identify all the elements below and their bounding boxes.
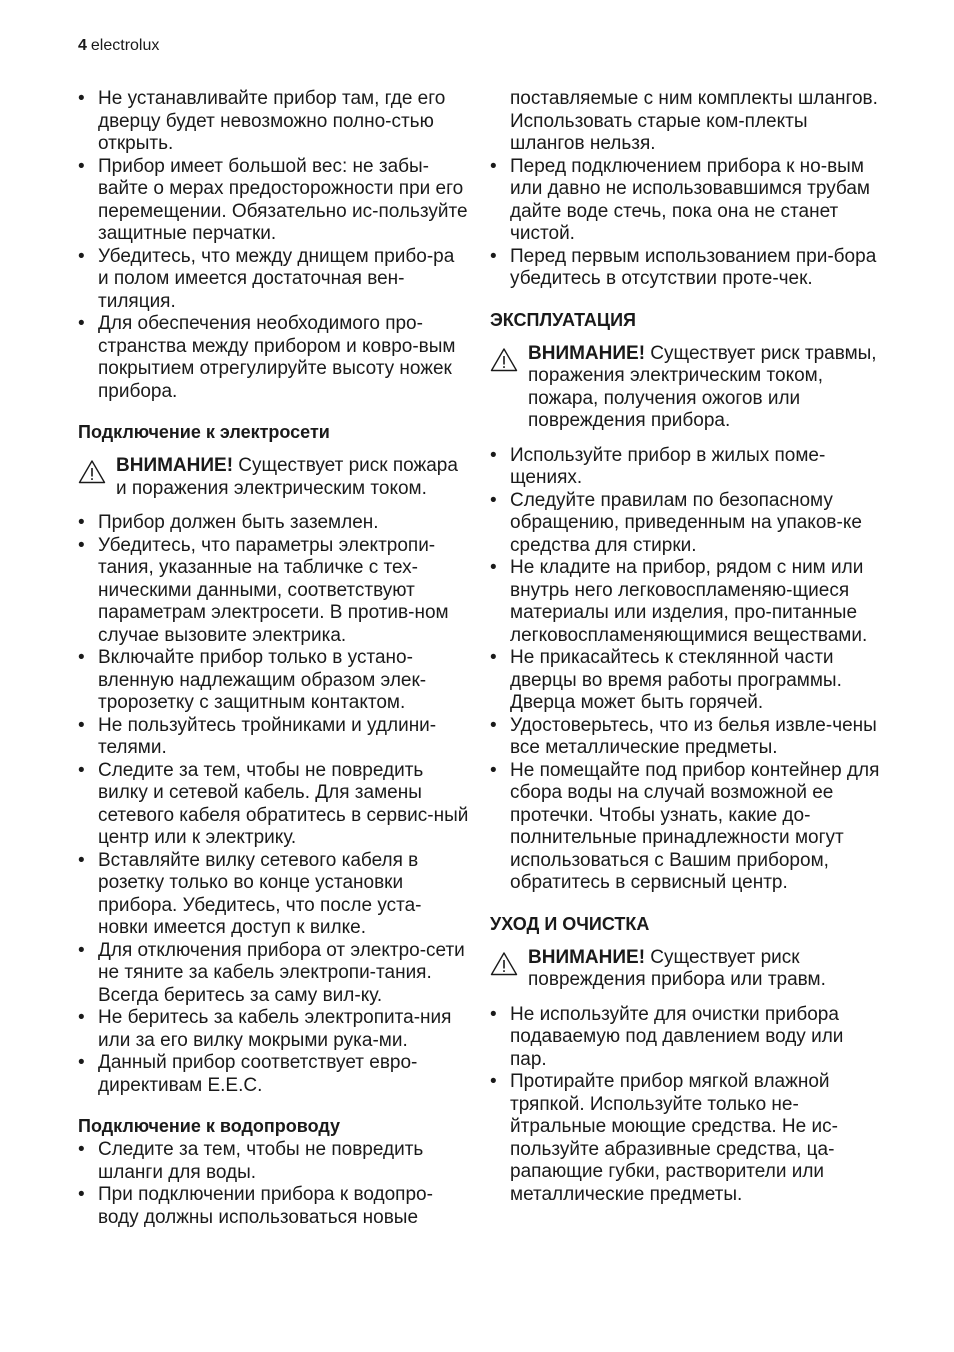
warning-triangle-icon <box>490 347 518 372</box>
section-heading-care: УХОД И ОЧИСТКА <box>490 913 650 934</box>
warning-text: Существует риск травмы, поражения электрическим током, пожара, получения ожогов или повреждения прибора. <box>528 342 877 431</box>
bullet-list-operation <box>490 445 880 895</box>
warning-block-electric <box>78 455 470 500</box>
list-item: • Не устанавливайте прибор там, где его дверцу будет невозможно полно-стью открыть. <box>78 88 470 156</box>
warning-label: ВНИМАНИЕ! <box>116 455 234 476</box>
bullet-list-install <box>78 88 470 403</box>
list-item: • Для обеспечения необходимого про-странства между прибором и ковро-вым покрытием отрегулируйте высоту ножек прибора. <box>78 313 470 403</box>
list-item: • Не используйте для очистки прибора подаваемую под давлением воду или пар. <box>490 1004 880 1072</box>
section-heading-electric: Подключение к электросети <box>78 422 330 442</box>
brand-name: electrolux <box>90 37 160 54</box>
list-item: • Протирайте прибор мягкой влажной тряпкой. Используйте только не-йтральные моющие средства. Не ис-пользуйте абразивные средства, ца-рапающие губки, растворители или металлические предметы. <box>490 1071 880 1206</box>
list-item: • Используйте прибор в жилых поме-щениях. <box>490 445 880 490</box>
list-item: • Прибор имеет большой вес: не забы-вайте о мерах предосторожности при его перемещении. Обязательно ис-пользуйте защитные перчатки. <box>78 156 470 246</box>
list-item: • Убедитесь, что параметры электропи-тания, указанные на табличке с тех-ническими данными, соответствуют параметрам электросети. В против-ном случае вызовите электрика. <box>78 535 470 648</box>
bullet-list-electric <box>78 512 470 1097</box>
list-item: • Не прикасайтесь к стеклянной части дверцы во время работы программы. Дверца может быть горячей. <box>490 647 880 715</box>
section-heading-water: Подключение к водопроводу <box>78 1116 341 1136</box>
list-item: • Для отключения прибора от электро-сети не тяните за кабель электропи-тания. Всегда беритесь за саму вил-ку. <box>78 940 470 1008</box>
list-item: • Включайте прибор только в устано-вленную надлежащим образом элек-тророзетку с защитным контактом. <box>78 647 470 715</box>
warning-text: Существует риск пожара и поражения электрическим током. <box>116 455 458 499</box>
list-item: • Следите за тем, чтобы не повредить шланги для воды. <box>78 1139 470 1184</box>
warning-block-operation <box>490 343 880 433</box>
bullet-list-water-cont <box>490 156 880 291</box>
list-item: • Удостоверьтесь, что из белья извле-чены все металлические предметы. <box>490 715 880 760</box>
warning-block-care <box>490 947 880 992</box>
list-item: • Следите за тем, чтобы не повредить вилку и сетевой кабель. Для замены сетевого кабеля обратитесь в сервис-ный центр или к электрику. <box>78 760 470 850</box>
list-item: • Не помещайте под прибор контейнер для сбора воды на случай возможной ее протечки. Чтобы узнать, какие до-полнительные принадлежности могут использоваться с Вашим прибором, обратитесь в сервисный центр. <box>490 760 880 895</box>
list-item: • Не кладите на прибор, рядом с ним или внутрь него легковоспламеняю-щиеся материалы или изделия, про-питанные легковоспламеняющимися веществами. <box>490 557 880 647</box>
bullet-list-care <box>490 1004 880 1207</box>
list-item: • Перед первым использованием при-бора убедитесь в отсутствии проте-чек. <box>490 246 880 291</box>
warning-label: ВНИМАНИЕ! <box>528 946 646 968</box>
list-item: • Не беритесь за кабель электропита-ния или за его вилку мокрыми рука-ми. <box>78 1007 470 1052</box>
warning-text: Существует риск повреждения прибора или травм. <box>528 946 826 990</box>
warning-label: ВНИМАНИЕ! <box>528 342 646 364</box>
warning-triangle-icon <box>78 459 106 484</box>
list-item: • Не пользуйтесь тройниками и удлини-телями. <box>78 715 470 760</box>
page-number: 4 <box>78 37 87 54</box>
continued-text: поставляемые с ним комплекты шлангов. Использовать старые ком-плекты шлангов нельзя. <box>510 88 878 154</box>
list-item: • Перед подключением прибора к но-вым или давно не использовавшимся трубам дайте воде стечь, пока она не станет чистой. <box>490 156 880 246</box>
list-item: • Данный прибор соответствует евро-директивам E.E.C. <box>78 1052 470 1097</box>
list-item: • Вставляйте вилку сетевого кабеля в розетку только во конце установки прибора. Убедитесь, что после уста-новки имеется доступ к вилке. <box>78 850 470 940</box>
list-item: • При подключении прибора к водопро-воду должны использоваться новые <box>78 1184 470 1229</box>
warning-triangle-icon <box>490 951 518 976</box>
list-item: • Прибор должен быть заземлен. <box>78 512 470 535</box>
list-item: • Убедитесь, что между днищем прибо-ра и полом имеется достаточная вен-тиляция. <box>78 246 470 314</box>
page-header <box>78 36 159 56</box>
right-column <box>490 88 880 1206</box>
section-heading-operation: ЭКСПЛУАТАЦИЯ <box>490 309 636 330</box>
bullet-list-water <box>78 1139 470 1229</box>
left-column <box>78 88 470 1229</box>
list-item: • Следуйте правилам по безопасному обращению, приведенным на упаков-ке средства для стирки. <box>490 490 880 558</box>
